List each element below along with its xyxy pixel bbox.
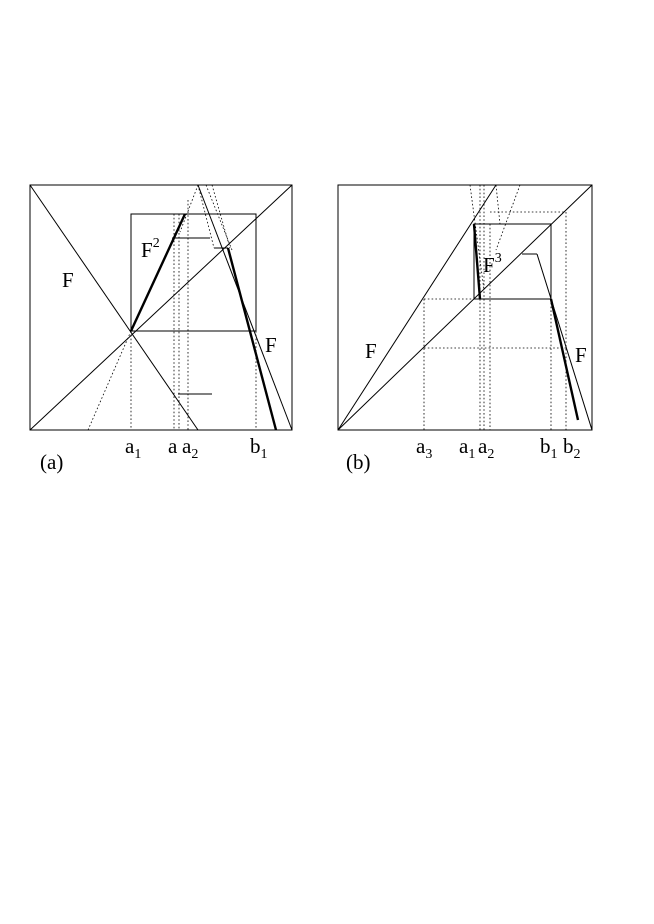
panel-b-axis-a1-sub: 1	[468, 447, 476, 462]
panel-a-map-right-branch	[198, 185, 292, 430]
panel-b-label-f3-exp: 3	[494, 251, 502, 266]
panel-b-axis-b2-base: b	[563, 434, 574, 458]
panel-a-dotted-cone-top-2	[198, 185, 214, 248]
panel-a-axis-a1	[125, 434, 141, 462]
panel-a-map-left-branch	[30, 185, 198, 430]
panel-a-label-f2-exp: 2	[152, 236, 160, 251]
panel-a-label-f2-base: F	[141, 238, 153, 262]
panel-b-axis-b1-base: b	[540, 434, 551, 458]
panel-a-axis-b1-base: b	[250, 434, 261, 458]
panel-a-f2-branch	[131, 214, 185, 331]
panel-b-axis-b1-sub: 1	[550, 447, 558, 462]
panel-a-label-f2	[141, 236, 160, 262]
panel-a-axis-a2-base: a	[182, 434, 192, 458]
panel-b-label-f-left: F	[365, 339, 377, 363]
panel-b-map-right-branch	[537, 254, 592, 430]
panel-a-axis-a1-sub: 1	[134, 447, 142, 462]
panel-b-label-f3	[483, 251, 502, 277]
panel-b-axis-a3-base: a	[416, 434, 426, 458]
panel-b-axis-a2-base: a	[478, 434, 488, 458]
panel-b-axis-b2-sub: 2	[573, 447, 581, 462]
panel-b-axis-a3-sub: 3	[425, 447, 433, 462]
panel-a-axis-a2	[182, 434, 198, 462]
panel-b-label-f3-base: F	[483, 253, 495, 277]
panel-b-axis-b2	[563, 434, 581, 462]
panel-b-axis-a2	[478, 434, 494, 462]
panel-a-dotted-cone-top-1	[180, 185, 198, 232]
panel-a-diagonal-identity	[30, 185, 292, 430]
panel-a-axis-a	[168, 434, 178, 458]
panel-a	[30, 185, 292, 474]
panel-b-dotted-top-cone-2	[496, 185, 520, 250]
panel-b	[338, 185, 592, 474]
panel-a-label-f-right: F	[265, 333, 277, 357]
panel-a-axis-b1	[250, 434, 268, 462]
panel-a-axis-a-base: a	[168, 434, 178, 458]
panel-b-axis-a2-sub: 2	[487, 447, 495, 462]
panel-b-caption: (b)	[346, 450, 371, 474]
panel-a-inner-box	[131, 214, 256, 331]
panel-b-axis-b1	[540, 434, 558, 462]
panel-a-dotted-cone-left	[88, 331, 131, 430]
panel-a-axis-a2-sub: 2	[191, 447, 199, 462]
panel-a-axis-b1-sub: 1	[260, 447, 268, 462]
panel-b-label-f-right: F	[575, 343, 587, 367]
panel-b-axis-a1	[459, 434, 475, 462]
panel-b-dotted-top-cone-3	[496, 185, 500, 224]
panel-b-right-branch-bold	[551, 299, 578, 420]
panel-b-map-left-branch	[338, 185, 496, 430]
panel-b-axis-a1-base: a	[459, 434, 469, 458]
panel-a-caption: (a)	[40, 450, 64, 474]
panel-b-axis-a3	[416, 434, 432, 462]
panel-a-axis-a1-base: a	[125, 434, 135, 458]
panel-a-label-f-left: F	[62, 268, 74, 292]
